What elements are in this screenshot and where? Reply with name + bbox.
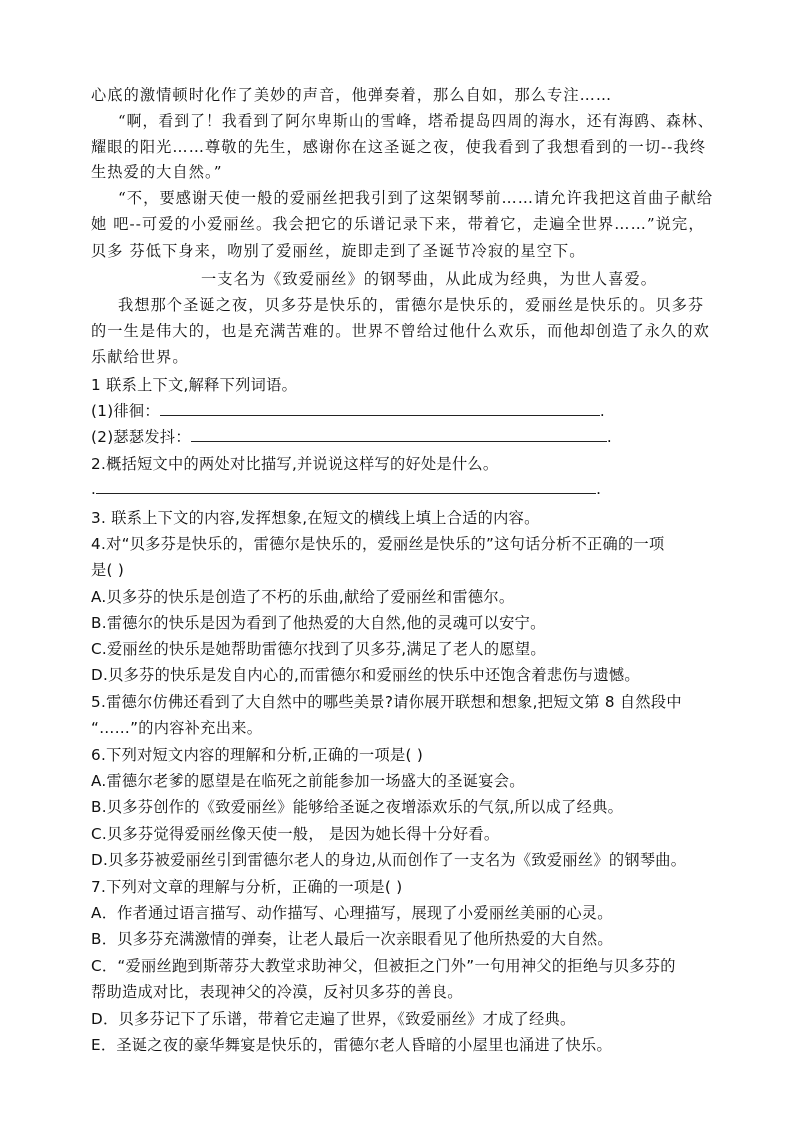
passage-paragraph-2-line-1: “啊，看到了！我看到了阿尔卑斯山的雪峰，塔希提岛四周的海水，还有海鸥、森林、 bbox=[118, 112, 714, 130]
question-2-stem: 2.概括短文中的两处对比描写,并说说这样写的好处是什么。 bbox=[91, 455, 499, 473]
question-6-stem: 6.下列对短文内容的理解和分析,正确的一项是( ) bbox=[91, 746, 424, 764]
blank-end-mark: . bbox=[599, 402, 606, 420]
question-7-option-d: D．贝多芬记下了乐谱，带着它走遍了世界，《致爱丽丝》才成了经典。 bbox=[91, 1010, 576, 1028]
question-1-item-a-label: (1)徘徊： bbox=[91, 402, 160, 420]
question-1-item-a bbox=[91, 400, 605, 421]
question-1-stem: 1 联系上下文,解释下列词语。 bbox=[91, 376, 298, 394]
answer-blank[interactable] bbox=[96, 479, 596, 494]
blank-end-mark: . bbox=[596, 480, 602, 498]
passage-paragraph-5-line-2: 的一生是伟大的，也是充满苦难的。世界不曾给过他什么欢乐，而他却创造了永久的欢 bbox=[91, 322, 710, 340]
answer-blank[interactable] bbox=[160, 401, 600, 416]
question-7-option-c-line-2: 帮助造成对比，表现神父的冷漠，反衬贝多芬的善良。 bbox=[91, 983, 463, 1001]
question-5-stem-line-1: 5.雷德尔仿佛还看到了大自然中的哪些美景?请你展开联想和想象,把短文第 8 自然段中 bbox=[91, 693, 682, 711]
question-6-option-b: B.贝多芬创作的《致爱丽丝》能够给圣诞之夜增添欢乐的气氛,所以成了经典。 bbox=[91, 798, 624, 816]
question-7-option-b: B．贝多芬充满激情的弹奏，让老人最后一次亲眼看见了他所热爱的大自然。 bbox=[91, 930, 613, 948]
blank-end-mark: . bbox=[606, 428, 612, 446]
passage-paragraph-5-line-1: 我想那个圣诞之夜，贝多芬是快乐的，雷德尔是快乐的，爱丽丝是快乐的。贝多芬 bbox=[118, 296, 705, 314]
passage-paragraph-3-line-1: “不，要感谢天使一般的爱丽丝把我引到了这架钢琴前……请允许我把这首曲子献给 bbox=[118, 189, 714, 207]
passage-paragraph-4: 一支名为《致爱丽丝》的钢琴曲，从此成为经典，为世人喜爱。 bbox=[201, 270, 658, 288]
question-2-answer-line bbox=[91, 479, 601, 498]
question-4-stem-line-1: 4.对“贝多芬是快乐的，雷德尔是快乐的，爱丽丝是快乐的”这句话分析不正确的一项 bbox=[91, 535, 665, 553]
question-6-option-c: C.贝多芬觉得爱丽丝像天使一般， 是因为她长得十分好看。 bbox=[91, 825, 500, 843]
question-6-option-d: D.贝多芬被爱丽丝引到雷德尔老人的身边,从而创作了一支名为《致爱丽丝》的钢琴曲。 bbox=[91, 851, 687, 869]
question-7-option-a: A．作者通过语言描写、动作描写、心理描写，展现了小爱丽丝美丽的心灵。 bbox=[91, 904, 613, 922]
passage-paragraph-3-line-3: 贝多 芬低下身来，吻别了爱丽丝，旋即走到了圣诞节冷寂的星空下。 bbox=[91, 242, 586, 260]
question-1-item-b bbox=[91, 426, 612, 447]
passage-paragraph-2-line-3: 生热爱的大自然。” bbox=[91, 163, 223, 181]
question-1-item-b-label: (2)瑟瑟发抖： bbox=[91, 428, 191, 446]
question-4-option-c: C.爱丽丝的快乐是她帮助雷德尔找到了贝多芬,满足了老人的愿望。 bbox=[91, 640, 546, 658]
passage-paragraph-5-line-3: 乐献给世界。 bbox=[91, 348, 189, 366]
question-4-option-a: A.贝多芬的快乐是创造了不朽的乐曲,献给了爱丽丝和雷德尔。 bbox=[91, 588, 515, 606]
blank-start-mark: . bbox=[91, 480, 97, 498]
question-7-option-e: E．圣诞之夜的豪华舞宴是快乐的，雷德尔老人昏暗的小屋里也涌进了快乐。 bbox=[91, 1036, 612, 1054]
question-4-option-b: B.雷德尔的快乐是因为看到了他热爱的大自然,他的灵魂可以安宁。 bbox=[91, 614, 546, 632]
passage-paragraph-3-line-2: 她 吧--可爱的小爱丽丝。我会把它的乐谱记录下来，带着它，走遍全世界……”说完， bbox=[91, 215, 705, 233]
passage-paragraph-2-line-2: 耀眼的阳光……尊敬的先生，感谢你在这圣诞之夜，使我看到了我想看到的一切--我终 bbox=[91, 138, 707, 156]
question-4-option-d: D.贝多芬的快乐是发自内心的,而雷德尔和爱丽丝的快乐中还饱含着悲伤与遗憾。 bbox=[91, 666, 640, 684]
question-4-stem-line-2: 是( ) bbox=[91, 561, 125, 579]
passage-paragraph-1: 心底的激情顿时化作了美妙的声音，他弹奏着，那么自如，那么专注…… bbox=[91, 86, 613, 104]
question-7-option-c-line-1: C．“爱丽丝跑到斯蒂芬大教堂求助神父，但被拒之门外”一句用神父的拒绝与贝多芬的 bbox=[91, 957, 676, 975]
answer-blank[interactable] bbox=[191, 427, 607, 442]
question-3-stem: 3. 联系上下文的内容,发挥想象,在短文的横线上填上合适的内容。 bbox=[91, 509, 540, 527]
question-5-stem-line-2: “……”的内容补充出来。 bbox=[91, 719, 263, 737]
question-6-option-a: A.雷德尔老爹的愿望是在临死之前能参加一场盛大的圣诞宴会。 bbox=[91, 772, 525, 790]
question-7-stem: 7.下列对文章的理解与分析，正确的一项是( ) bbox=[91, 878, 403, 896]
